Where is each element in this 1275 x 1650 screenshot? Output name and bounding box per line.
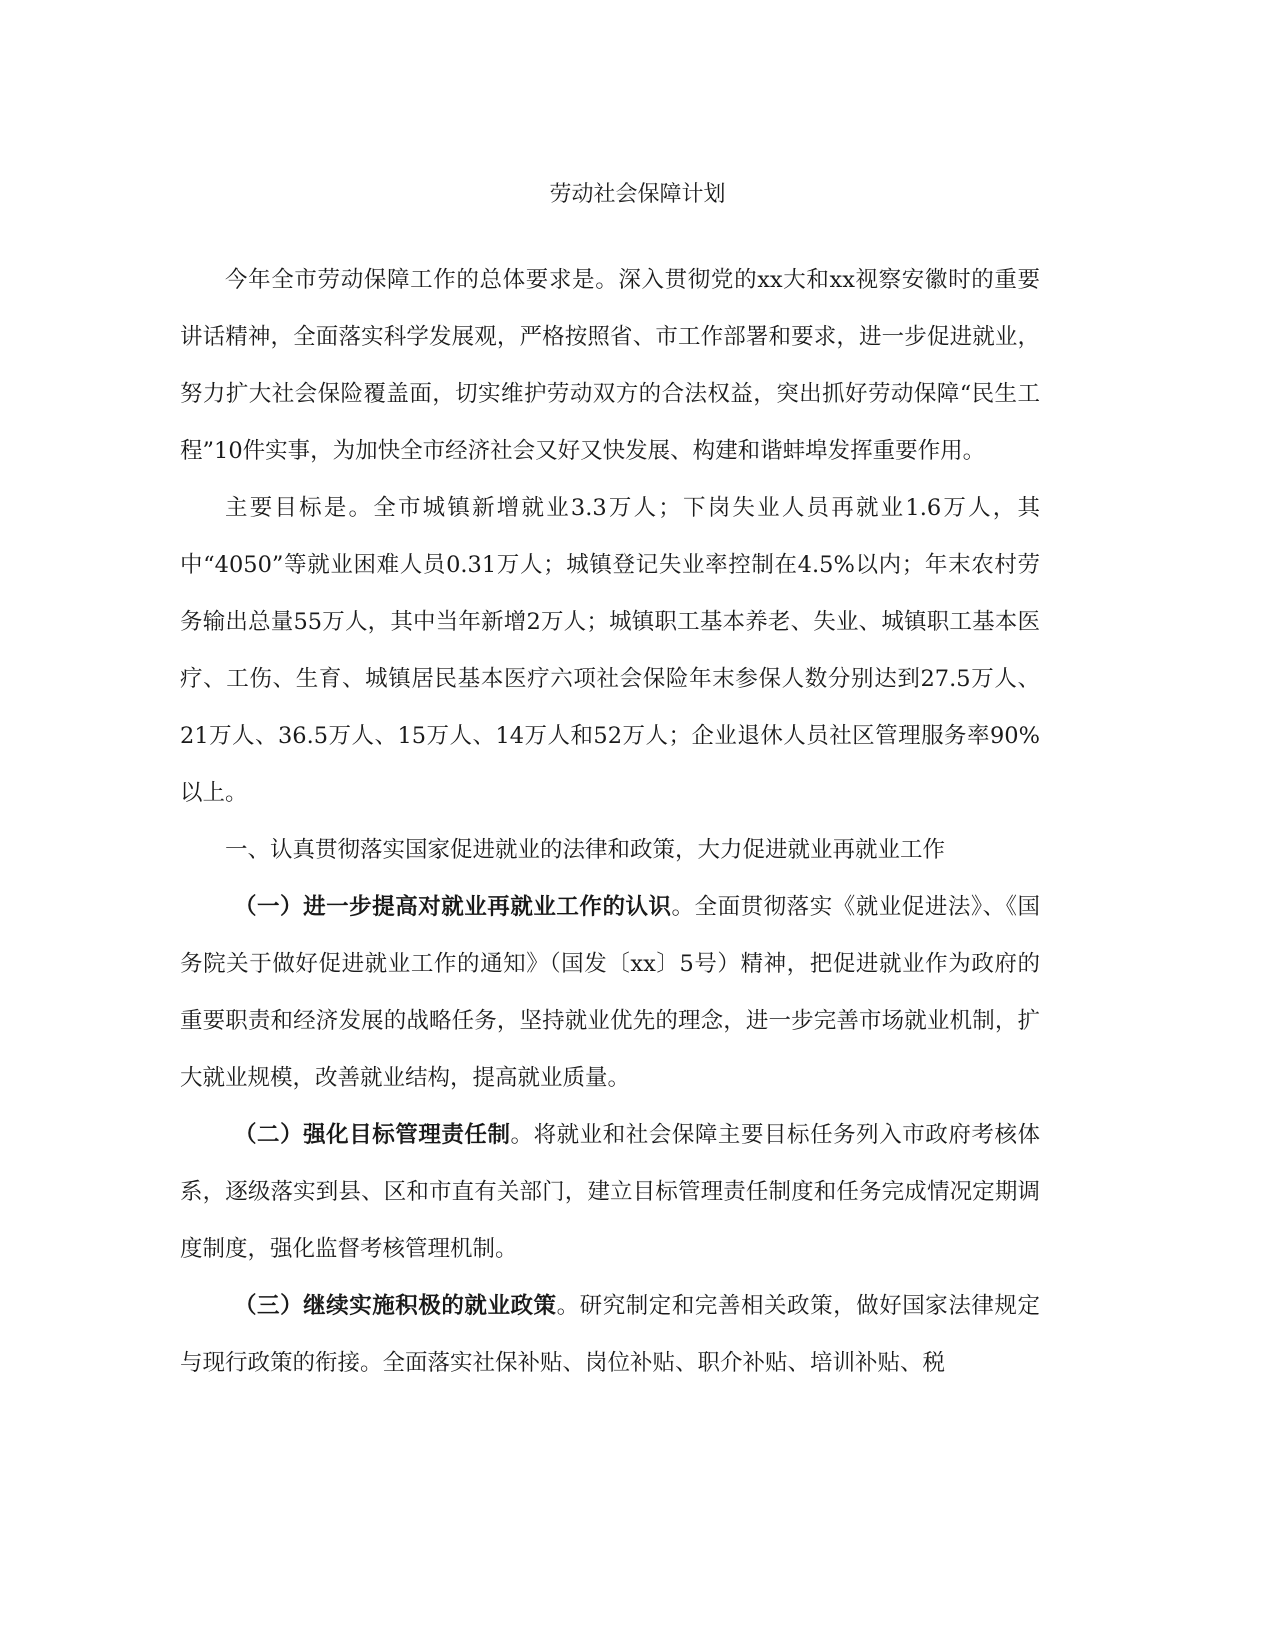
subsection-heading: （一）进一步提高对就业再就业工作的认识 — [234, 894, 672, 920]
subsection-heading: （二）强化目标管理责任制 — [234, 1122, 511, 1148]
section-heading: 一、认真贯彻落实国家促进就业的法律和政策，大力促进就业再就业工作 — [225, 837, 946, 863]
goals-paragraph: 主要目标是。全市城镇新增就业3.3万人；下岗失业人员再就业1.6万人，其中“4050”等就业困难人员0.31万人；城镇登记失业率控制在4.5%以内；年末农村劳务输出总量55万人，其中当年新增2万人；城镇职工基本养老、失业、城镇职工基本医疗、工伤、生育、城镇居民基本医疗六项社会保险年末参保人数分别达到27.5万人、21万人、36.5万人、15万人、14万人和52万人；企业退休人员社区管理服务率90%以上。 — [180, 495, 1040, 806]
document-body — [180, 252, 1040, 1392]
subsection-text: 。全面贯彻落实《就业促进法》、《国务院关于做好促进就业工作的通知》（国发〔xx〕5号）精神，把促进就业作为政府的重要职责和经济发展的战略任务，坚持就业优先的理念，进一步完善市场就业机制，扩大就业规模，改善就业结构，提高就业质量。 — [180, 894, 1040, 1091]
subsection-text: 。研究制定和完善相关政策，做好国家法律规定与现行政策的衔接。全面落实社保补贴、岗位补贴、职介补贴、培训补贴、税 — [180, 1293, 1040, 1376]
subsection-paragraph — [180, 1107, 1040, 1278]
subsection-paragraph — [180, 879, 1040, 1107]
intro-paragraph: 今年全市劳动保障工作的总体要求是。深入贯彻党的xx大和xx视察安徽时的重要讲话精神，全面落实科学发展观，严格按照省、市工作部署和要求，进一步促进就业，努力扩大社会保险覆盖面，切实维护劳动双方的合法权益，突出抓好劳动保障“民生工程”10件实事，为加快全市经济社会又好又快发展、构建和谐蚌埠发挥重要作用。 — [180, 267, 1040, 464]
subsection-heading: （三）继续实施积极的就业政策 — [234, 1293, 557, 1319]
document-title: 劳动社会保障计划 — [549, 182, 726, 207]
subsection-paragraph — [180, 1278, 1040, 1392]
subsection-text: 。将就业和社会保障主要目标任务列入市政府考核体系，逐级落实到县、区和市直有关部门，建立目标管理责任制度和任务完成情况定期调度制度，强化监督考核管理机制。 — [180, 1122, 1040, 1262]
